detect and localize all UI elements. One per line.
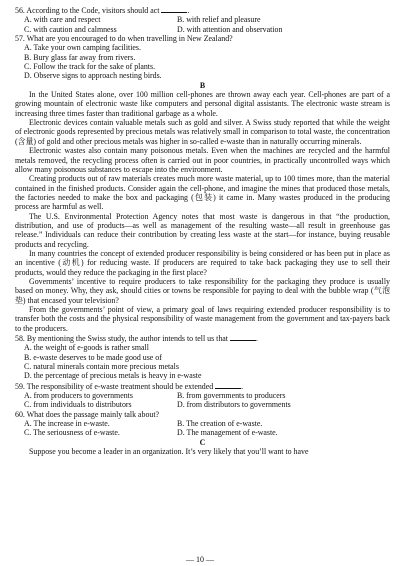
option-a: A. the weight of e-goods is rather small	[24, 343, 149, 353]
passage-paragraph: Electronic wastes also contain many poisonous metals. Even when the machines are recycled and the harmful metals removed, the recycling process often is carried out in poor countries, in practically uncontrolled ways which allow many poisonous substances to escape into the environment.	[15, 146, 390, 174]
section-heading-c: C	[199, 437, 206, 447]
option-a: A. with care and respect	[24, 15, 101, 25]
answer-blank	[161, 5, 190, 15]
passage-c-first-line: Suppose you become a leader in an organization. It’s very likely that you’ll want to have	[29, 447, 309, 457]
option-d: D. The management of e-waste.	[177, 428, 278, 438]
passage-paragraph: From the governments’ point of view, a primary goal of laws requiring extended producer responsibility is to transfer both the costs and the physical responsibility of waste management from the government and tax-payers back to the producers.	[15, 305, 390, 333]
answer-blank	[230, 333, 258, 344]
q60-options-row2	[15, 428, 390, 437]
option-c: C. with caution and calmness	[24, 24, 117, 34]
option-b: B. with relief and pleasure	[177, 15, 261, 25]
page-number: — 10 —	[186, 554, 214, 564]
q60-options-row1	[15, 419, 390, 428]
stem-end: .	[241, 381, 244, 391]
option-d: D. Observe signs to approach nesting birds.	[24, 71, 162, 81]
passage-paragraph: In many countries the concept of extended producer responsibility is being considered or has been put in place as an incentive (动机) for reducing waste. If producers are required to take back packaging they use to sell their products, would they reduce the packaging in the first place?	[15, 248, 390, 277]
option-b: B. from governments to producers	[177, 391, 286, 401]
question-59	[15, 381, 390, 391]
section-heading-b: B	[199, 80, 206, 90]
q59-options-row1	[15, 391, 390, 400]
question-56	[15, 5, 390, 15]
option-a: A. from producers to governments	[24, 391, 133, 401]
option-b: B. e-waste deserves to be made good use of	[24, 352, 162, 362]
option-b: B. The creation of e-waste.	[177, 419, 263, 429]
option-c: C. from individuals to distributors	[24, 400, 132, 410]
answer-blank	[215, 381, 244, 391]
passage-paragraph: Creating products out of raw materials creates much more waste material, up to 100 times more, than the material contained in the finished products. Consider again the cell-phone, and imagine the mines that produced those metals, the factories needed to make the box and packaging (包装) it came in. Many wastes produced in the producing process are harmful as well.	[15, 174, 390, 212]
q59-options-row2	[15, 400, 390, 409]
question-stem: 58. By mentioning the Swiss study, the author intends to tell us that	[15, 334, 228, 344]
question-60: 60. What does the passage mainly talk about?	[15, 409, 160, 419]
q56-options-row1	[15, 15, 390, 24]
stem-end: .	[187, 6, 190, 15]
q56-options-row2	[15, 25, 390, 34]
stem-end: .	[255, 334, 258, 344]
passage-paragraph: The U.S. Environmental Protection Agency notes that most waste is dangerous in that “the production, distribution, and use of products—as well as management of the resulting waste—all result in greenhouse gas release.” Individuals can reduce their contribution by creating less waste at the start—for instance, buying reusable products and recycling.	[15, 211, 390, 249]
option-a: A. Take your own camping facilities.	[24, 43, 141, 53]
option-d: D. with attention and observation	[177, 24, 283, 34]
option-c: C. The seriousness of e-waste.	[24, 428, 120, 438]
option-b: B. Bury glass far away from rivers.	[24, 52, 136, 62]
option-d: D. the percentage of precious metals is heavy in e-waste	[24, 371, 202, 381]
option-c: C. natural minerals contain more precious metals	[24, 362, 179, 372]
passage-paragraph: Electronic devices contain valuable metals such as gold and silver. A Swiss study reported that while the weight of electronic goods represented by precious metals was relatively small in comparison to total waste, the concentration (含量) of gold and other precious metals was higher in so-called e-waste than in naturally occurring minerals.	[15, 118, 390, 146]
question-57: 57. What are you encouraged to do when travelling in New Zealand?	[15, 34, 233, 44]
passage-paragraph: In the United States alone, over 100 million cell-phones are thrown away each year. Cell-phones are part of a growing mountain of electronic waste like computers and personal digital assistants. The electronic waste stream is increasing three times faster than traditional garbage as a whole.	[15, 90, 390, 118]
question-stem: 56. According to the Code, visitors should act	[15, 6, 160, 15]
question-stem: 59. The responsibility of e-waste treatment should be extended	[15, 381, 214, 391]
option-a: A. The increase in e-waste.	[24, 419, 110, 429]
option-c: C. Follow the track for the sake of plants.	[24, 62, 156, 72]
option-d: D. from distributors to governments	[177, 400, 291, 410]
passage-paragraph: Governments’ incentive to require producers to take responsibility for the packaging they produce is usually based on money. Why, they ask, should cities or towns be responsible for paying to deal with the bubble wrap (气泡垫) that encased your television?	[15, 276, 390, 305]
question-58	[15, 333, 390, 343]
